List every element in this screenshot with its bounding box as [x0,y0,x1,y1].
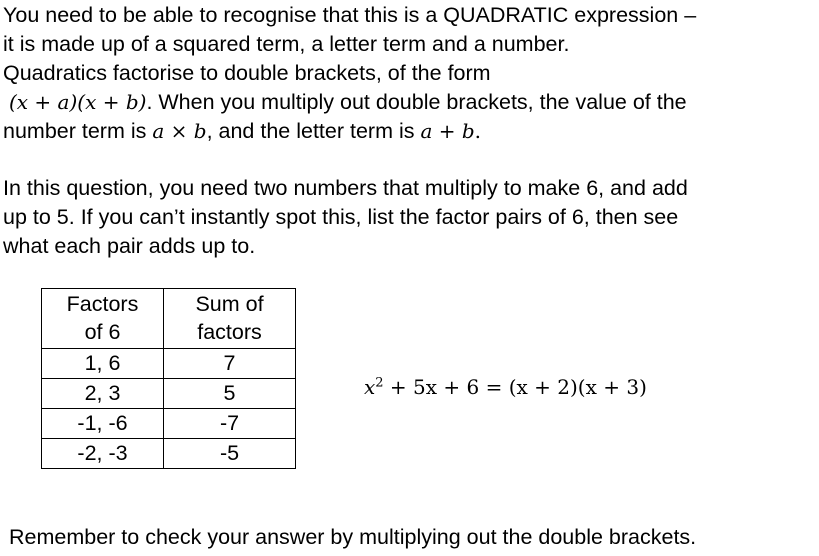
intro-paragraph [3,1,696,146]
header-sum-line-1: Sum of [195,292,264,316]
question-line-3: what each pair adds up to. [3,234,256,258]
equation-exponent: 2 [375,375,384,391]
intro-line-4 [3,88,696,117]
intro-line-2: it is made up of a squared term, a letter term and a number. [3,32,570,56]
table-header-row [42,289,296,349]
equation-rest: + 5x + 6 = (x + 2)(x + 3) [383,375,647,399]
question-paragraph [3,174,688,261]
equation-x: x [364,375,376,399]
header-sum-line-2: factors [197,320,262,344]
factor-pairs-table [41,288,296,469]
table-row [42,349,296,379]
intro-line-5 [3,117,696,146]
factors-cell: -1, -6 [42,409,164,439]
intro-line-5-end: . [474,119,482,143]
header-factors [42,289,164,349]
header-factors-line-1: Factors [66,292,139,316]
factors-cell: -2, -3 [42,439,164,469]
question-line-2: up to 5. If you can’t instantly spot this, list the factor pairs of 6, then see [3,205,679,229]
intro-line-3: Quadratics factorise to double brackets, of the form [3,61,491,85]
table-row [42,379,296,409]
form-expression: (x + a)(x + b) [8,90,147,114]
header-factors-line-2: of 6 [84,320,121,344]
intro-line-5-middle: , and the letter term is [206,119,421,143]
table-row [42,409,296,439]
intro-line-4-text: . When you multiply out double brackets, the value of the [146,90,687,114]
product-expression: a × b [152,119,207,143]
table-row [42,439,296,469]
factorised-equation [364,375,647,399]
intro-line-1: You need to be able to recognise that this is a QUADRATIC expression – [3,3,697,27]
sum-cell: -5 [164,439,296,469]
sum-cell: 7 [164,349,296,379]
sum-expression: a + b [420,119,475,143]
factors-cell: 1, 6 [42,349,164,379]
header-sum [164,289,296,349]
intro-line-5-start: number term is [3,119,153,143]
sum-cell: 5 [164,379,296,409]
sum-cell: -7 [164,409,296,439]
question-line-1: In this question, you need two numbers that multiply to make 6, and add [3,176,688,200]
factors-cell: 2, 3 [42,379,164,409]
reminder-text: Remember to check your answer by multiplying out the double brackets. [9,525,697,549]
